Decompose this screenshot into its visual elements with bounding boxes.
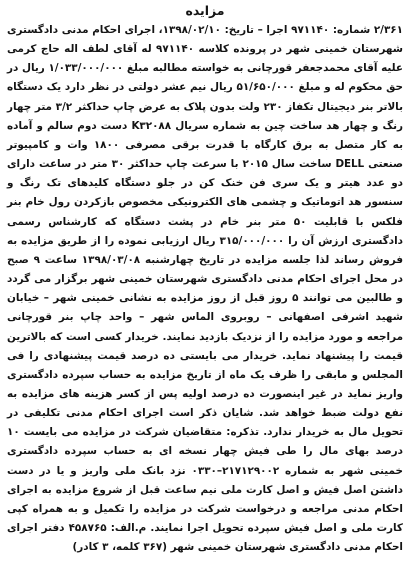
notice-paragraph-2: تذکره: متقاضیان شرکت در مزایده می بایست ۱۰ درصد بهای مال را طی فیش چهار نسخه ای به حساب سپرده دادگستری خمینی شهر به شماره ۲۱۷۱۲۹۰۰۲–۰۳۳۰ نزد بانک ملی واریز و یا در دست داشتن اصل فیش و اصل کارت ملی نیم ساعت قبل از شروع مزایده به اجرای احکام مدنی مراجعه و درخواست شرکت در مزایده را تکمیل و به همراه کپی کارت ملی و اصل فیش سپرده تحویل اجرا نمایند. [7,426,403,535]
notice-header-number: ۲/۳۶۱ [373,24,403,36]
notice-body [4,21,406,557]
notice-code-label: م.الف: [110,522,147,535]
notice-code-value: ۴۵۸۷۶۵ [68,522,107,535]
legal-notice [4,3,406,570]
notice-footer: دفتر اجرای احکام مدنی دادگستری شهرستان خمینی شهر (۳۶۷ کلمه، ۳ کادر) [7,522,403,554]
notice-title: مزایده [185,3,225,18]
notice-paragraph-1: شماره: ۹۷۱۱۴۰ اجرا – تاریخ: ۱۳۹۸/۰۲/۱۰، اجرای احکام مدنی دادگستری شهرستان خمینی شهر در پرونده کلاسه ۹۷۱۱۴۰ له آقای لطف اله حاج کرمی علیه آقای محمدجعفر قورچانی به خواسته مطالبه مبلغ ۱/۰۳۳/۰۰۰/۰۰۰ ریال در حق محکوم له و مبلغ ۵۱/۶۵۰/۰۰۰ ریال نیم عشر دولتی در نظر دارد یک دستگاه بالاتر بنر دیجیتال تکفاز ۲۳۰ ولت بدون پلاک به عرض چاپ حداکثر ۳/۲ متر چهار رنگ و چهار هد ساخت چین به شماره سریال K۳۲۰۸۸ دست دوم سالم و آماده به کار متصل به برق کارگاه با قدرت برقی مصرفی ۱۸۰۰ وات و کامپیوتر صنعتی DELL ساخت سال ۲۰۱۵ با سرعت چاپ حداکثر ۳۰ متر در ساعت دارای دو عدد هیتر و یک سری فن خنک کن در جلو دستگاه کلیدهای تک رنگ و سنسور هد اتوماتیک و چشمی های الکترونیکی مخصوص بازکردن رول خام بنر فلکس با قابلیت ۵۰ متر بنر خام در پشت دستگاه که کارشناس رسمی دادگستری ارزش آن را ۳۱۵/۰۰۰/۰۰۰ ریال ارزیابی نموده را از طریق مزایده به فروش رساند لذا جلسه مزایده در تاریخ چهارشنبه ۱۳۹۸/۰۳/۰۸ ساعت ۹ صبح در محل اجرای احکام مدنی دادگستری شهرستان خمینی شهر برگزار می گردد و طالبین می توانند ۵ روز قبل از روز مزایده به نشانی خمینی شهر – خیابان شهید اشرفی اصفهانی – روبروی الماس شهر – واحد چاپ بنر قورچانی مراجعه و مورد مزایده را از نزدیک بازدید نمایند. خریدار کسی است که بالاترین قیمت را پیشنهاد نماید. خریدار می بایستی ده درصد قیمت پیشنهادی را فی المجلس و مابقی را ظرف یک ماه از تاریخ مزایده به حساب سپرده دادگستری واریز نماید در غیر اینصورت ده درصد اولیه پس از کسر هزینه های مزایده به نفع دولت ضبط خواهد شد. شایان ذکر است اجرای احکام مدنی تکلیفی در تحویل مال به خریدار ندارد. [7,24,404,439]
